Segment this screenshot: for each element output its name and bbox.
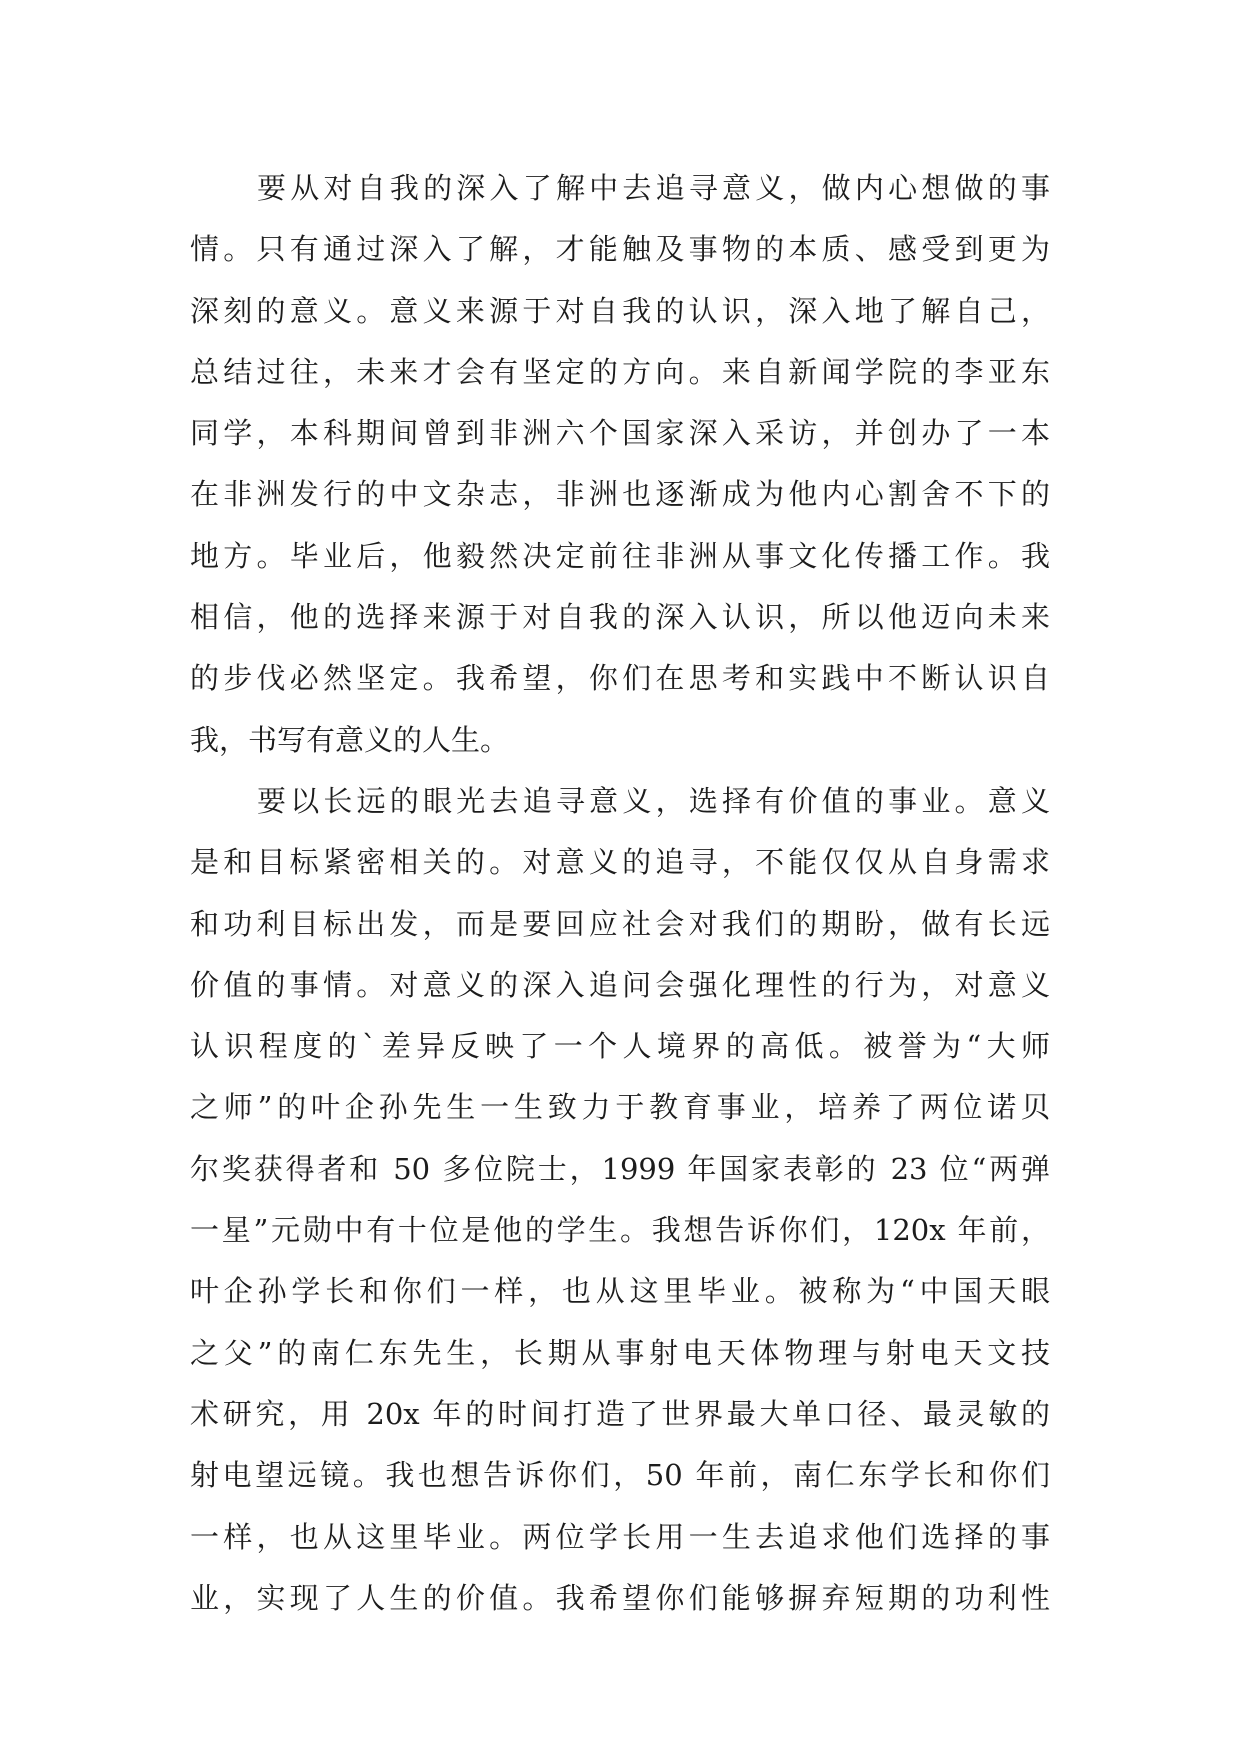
paragraph-line: 情。只有通过深入了解，才能触及事物的本质、感受到更为: [190, 232, 1050, 267]
paragraph-line: 深刻的意义。意义来源于对自我的认识，深入地了解自己，: [190, 293, 1050, 328]
paragraph-line: 术研究，用 20x 年的时间打造了世界最大单口径、最灵敏的: [190, 1396, 1050, 1431]
paragraph-1: [190, 158, 1050, 771]
paragraph-line: 之父”的南仁东先生，长期从事射电天体物理与射电天文技: [190, 1335, 1050, 1370]
paragraph-line: 地方。毕业后，他毅然决定前往非洲从事文化传播工作。我: [190, 538, 1050, 573]
paragraph-line: 是和目标紧密相关的。对意义的追寻，不能仅仅从自身需求: [190, 845, 1050, 880]
paragraph-line: 业，实现了人生的价值。我希望你们能够摒弃短期的功利性: [190, 1580, 1050, 1615]
paragraph-line: 叶企孙学长和你们一样，也从这里毕业。被称为“中国天眼: [190, 1274, 1050, 1309]
paragraph-line: 一样，也从这里毕业。两位学长用一生去追求他们选择的事: [190, 1519, 1050, 1554]
paragraph-line: 一星”元勋中有十位是他的学生。我想告诉你们，120x 年前，: [190, 1213, 1050, 1248]
paragraph-line: 在非洲发行的中文杂志，非洲也逐渐成为他内心割舍不下的: [190, 477, 1050, 512]
paragraph-line: 的步伐必然坚定。我希望，你们在思考和实践中不断认识自: [190, 661, 1050, 696]
paragraph-line: 之师”的叶企孙先生一生致力于教育事业，培养了两位诺贝: [190, 1090, 1050, 1125]
paragraph-line: 我，书写有意义的人生。: [190, 722, 510, 757]
paragraph-line: 射电望远镜。我也想告诉你们，50 年前，南仁东学长和你们: [190, 1458, 1050, 1493]
paragraph-line: 价值的事情。对意义的深入追问会强化理性的行为，对意义: [190, 967, 1050, 1002]
paragraph-line: 要以长远的眼光去追寻意义，选择有价值的事业。意义: [257, 783, 1050, 818]
paragraph-2: [190, 771, 1050, 1629]
paragraph-line: 相信，他的选择来源于对自我的深入认识，所以他迈向未来: [190, 600, 1050, 635]
body-text: [190, 158, 1050, 1629]
paragraph-line: 总结过往，未来才会有坚定的方向。来自新闻学院的李亚东: [190, 354, 1050, 389]
paragraph-line: 要从对自我的深入了解中去追寻意义，做内心想做的事: [257, 171, 1050, 205]
paragraph-line: 尔奖获得者和 50 多位院士，1999 年国家表彰的 23 位“两弹: [190, 1151, 1050, 1186]
paragraph-line: 同学，本科期间曾到非洲六个国家深入采访，并创办了一本: [190, 416, 1050, 451]
paragraph-line: 和功利目标出发，而是要回应社会对我们的期盼，做有长远: [190, 906, 1050, 941]
paragraph-line: 认识程度的`差异反映了一个人境界的高低。被誉为“大师: [190, 1029, 1050, 1064]
